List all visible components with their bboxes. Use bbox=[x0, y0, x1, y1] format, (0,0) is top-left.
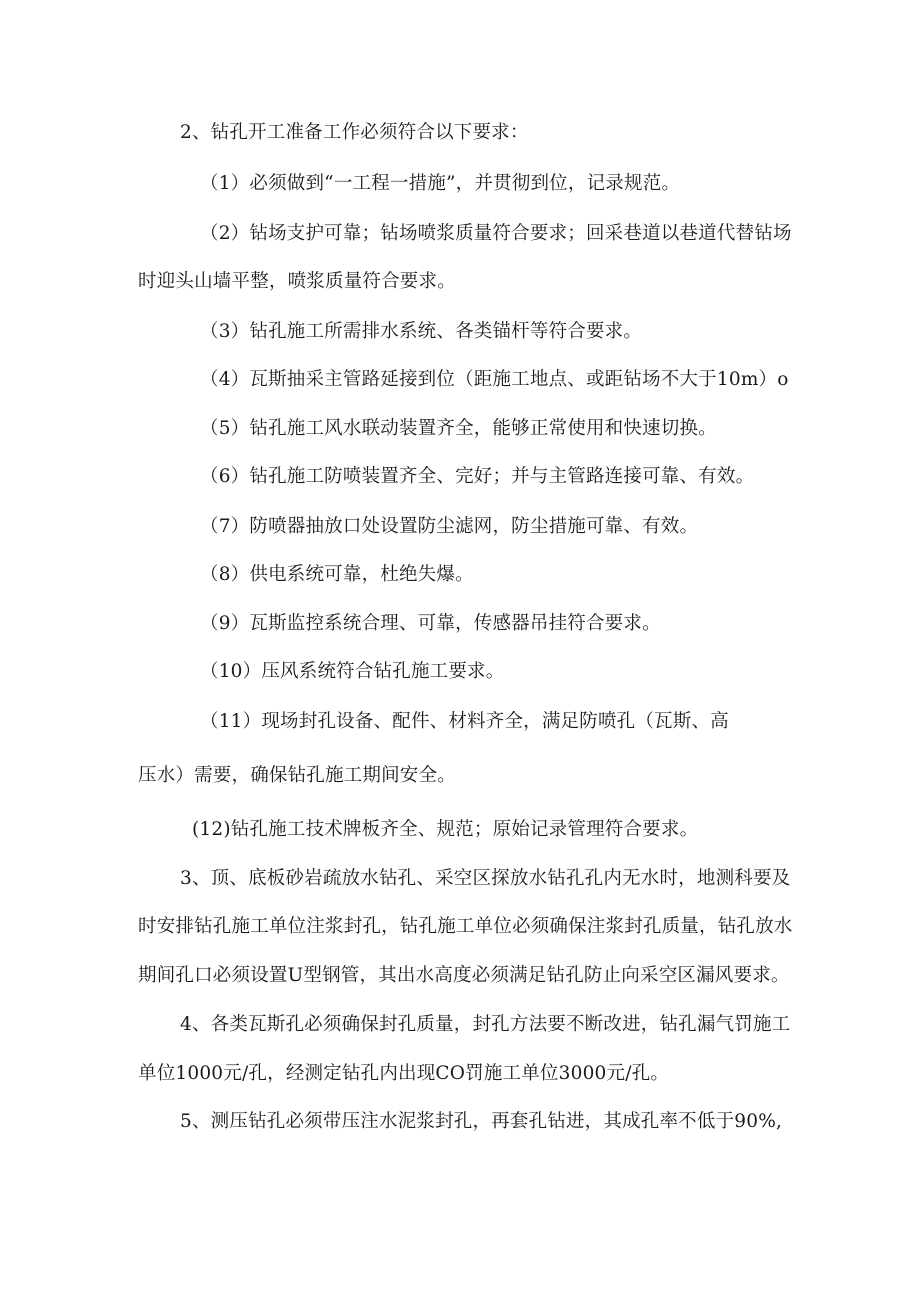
text-line-4: 时迎头山墙平整，喷浆质量符合要求。 bbox=[138, 271, 456, 292]
text-line-1: 2、钻孔开工准备工作必须符合以下要求： bbox=[180, 122, 529, 143]
text-line-16: 3、顶、底板砂岩疏放水钻孔、采空区探放水钻孔孔内无水时，地测科要及 bbox=[180, 868, 791, 889]
text-line-3: （2）钻场支护可靠；钻场喷浆质量符合要求；回采巷道以巷道代替钻场 bbox=[200, 223, 792, 244]
text-line-12: （10）压风系统符合钻孔施工要求。 bbox=[200, 661, 505, 682]
text-line-14: 压水）需要，确保钻孔施工期间安全。 bbox=[138, 765, 456, 786]
text-line-17: 时安排钻孔施工单位注浆封孔，钻孔施工单位必须确保注浆封孔质量，钻孔放水 bbox=[138, 916, 793, 937]
text-line-9: （7）防喷器抽放口处设置防尘滤网，防尘措施可靠、有效。 bbox=[200, 516, 699, 537]
text-line-2: （1）必须做到“一工程一措施”，并贯彻到位，记录规范。 bbox=[200, 173, 681, 194]
text-line-7: （5）钻孔施工风水联动装置齐全，能够正常使用和快速切换。 bbox=[200, 418, 717, 439]
text-line-6: （4）瓦斯抽采主管路延接到位（距施工地点、或距钻场不大于10m）o bbox=[200, 369, 789, 390]
text-line-20: 单位1000元/孔，经测定钻孔内出现CO罚施工单位3000元/孔。 bbox=[138, 1063, 670, 1084]
text-line-21: 5、测压钻孔必须带压注水泥浆封孔，再套孔钻进，其成孔率不低于90%, bbox=[180, 1111, 783, 1132]
text-line-13: （11）现场封孔设备、配件、材料齐全，满足防喷孔（瓦斯、高 bbox=[200, 711, 729, 732]
text-line-10: （8）供电系统可靠，杜绝失爆。 bbox=[200, 564, 474, 585]
text-line-8: （6）钻孔施工防喷装置齐全、完好；并与主管路连接可靠、有效。 bbox=[200, 466, 755, 487]
text-line-19: 4、各类瓦斯孔必须确保封孔质量，封孔方法要不断改进，钻孔漏气罚施工 bbox=[180, 1014, 791, 1035]
text-line-15: (12)钻孔施工技术牌板齐全、规范；原始记录管理符合要求。 bbox=[192, 819, 699, 840]
text-line-5: （3）钻孔施工所需排水系统、各类锚杆等符合要求。 bbox=[200, 321, 643, 342]
text-line-11: （9）瓦斯监控系统合理、可靠，传感器吊挂符合要求。 bbox=[200, 613, 661, 634]
text-line-18: 期间孔口必须设置U型钢管，其出水高度必须满足钻孔防止向采空区漏风要求。 bbox=[138, 965, 790, 986]
